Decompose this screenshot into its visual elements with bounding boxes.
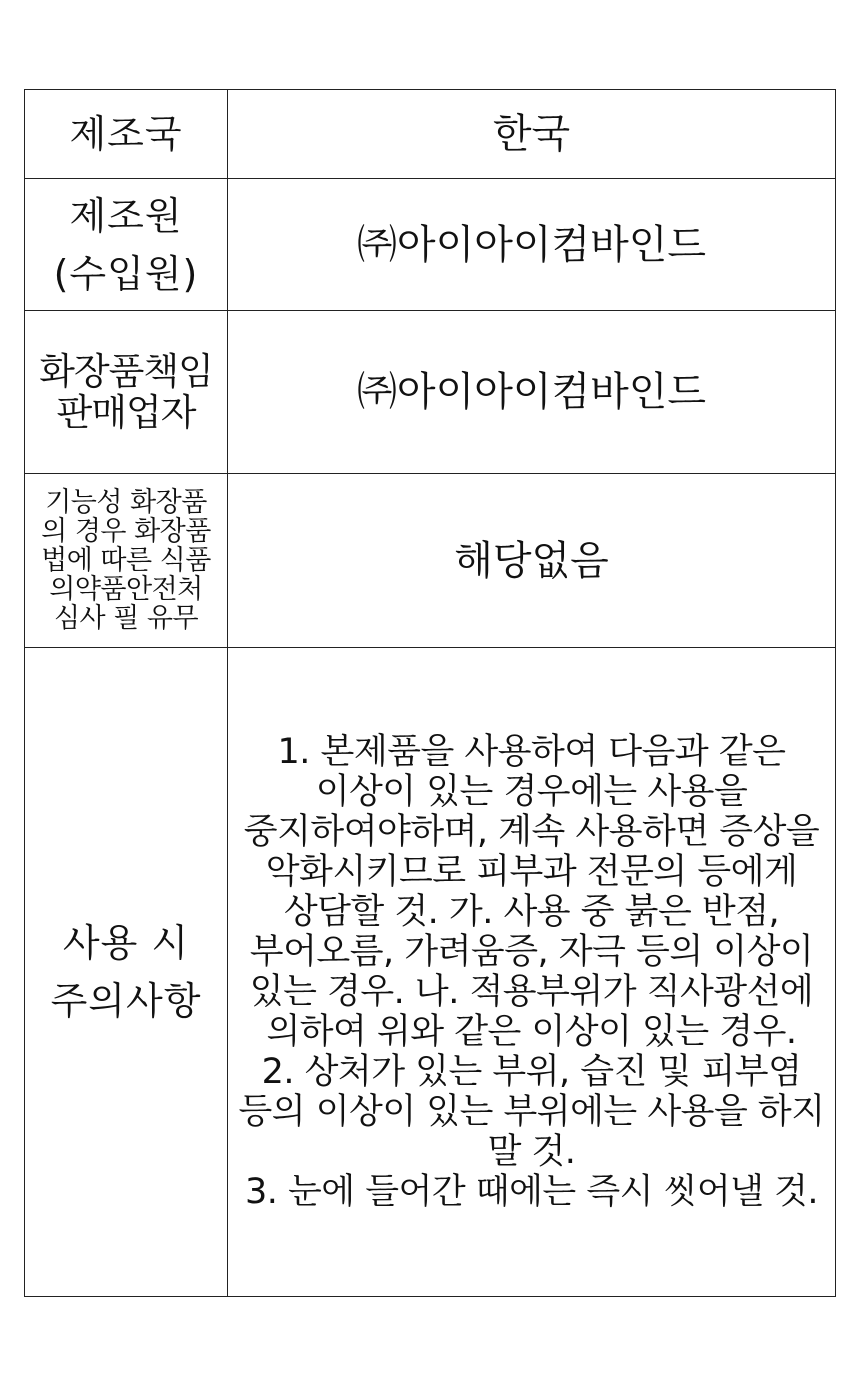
label-precautions-line1: 사용 시 [62, 921, 190, 965]
label-functional-line5: 심사 필 유무 [53, 603, 199, 634]
label-seller-line1: 화장품책임 [39, 350, 213, 393]
value-country: 한국 [492, 111, 571, 157]
value-seller: ㈜아이아이컴바인드 [356, 369, 707, 415]
label-cell-manufacturer [25, 179, 228, 311]
value-cell-manufacturer [228, 179, 836, 311]
label-manufacturer-line1: 제조원 [69, 193, 183, 238]
table-row-precautions [25, 648, 836, 1297]
label-seller-line2: 판매업자 [56, 391, 196, 434]
label-functional-line2: 의 경우 화장품 [41, 516, 211, 547]
value-cell-precautions [228, 648, 836, 1297]
label-cell-functional [25, 474, 228, 648]
table-row-country [25, 90, 836, 179]
label-functional-line1: 기능성 화장품 [45, 487, 207, 518]
label-precautions-line2: 주의사항 [50, 979, 202, 1023]
label-functional-line4: 의약품안전처 [49, 574, 203, 605]
label-country: 제조국 [69, 112, 183, 156]
product-info-table [24, 89, 836, 1297]
label-cell-country [25, 90, 228, 179]
table-row-seller [25, 311, 836, 474]
label-cell-seller [25, 311, 228, 474]
label-manufacturer-line2: (수입원) [53, 251, 199, 296]
value-manufacturer: ㈜아이아이컴바인드 [356, 221, 707, 268]
precaution-item-2: 2. 상처가 있는 부위, 습진 및 피부염 등의 이상이 있는 부위에는 사용을 하지 말 것. [238, 1052, 825, 1172]
label-cell-precautions [25, 648, 228, 1297]
value-functional: 해당없음 [454, 537, 609, 584]
table-row-manufacturer [25, 179, 836, 311]
value-cell-seller [228, 311, 836, 474]
precaution-item-3: 3. 눈에 들어간 때에는 즉시 씻어낼 것. [244, 1172, 819, 1212]
value-cell-functional [228, 474, 836, 648]
precaution-item-1: 1. 본제품을 사용하여 다음과 같은 이상이 있는 경우에는 사용을 중지하여야하며, 계속 사용하면 증상을 악화시키므로 피부과 전문의 등에게 상담할 것. 가. 사용 중 붉은 반점, 부어오름, 가려움증, 자극 등의 이상이 있는 경우. 나. 적용부위가 직사광선에 의하여 위와 같은 이상이 있는 경우. [243, 732, 820, 1052]
label-functional-line3: 법에 따른 식품 [41, 545, 211, 576]
value-cell-country [228, 90, 836, 179]
table-row-functional [25, 474, 836, 648]
